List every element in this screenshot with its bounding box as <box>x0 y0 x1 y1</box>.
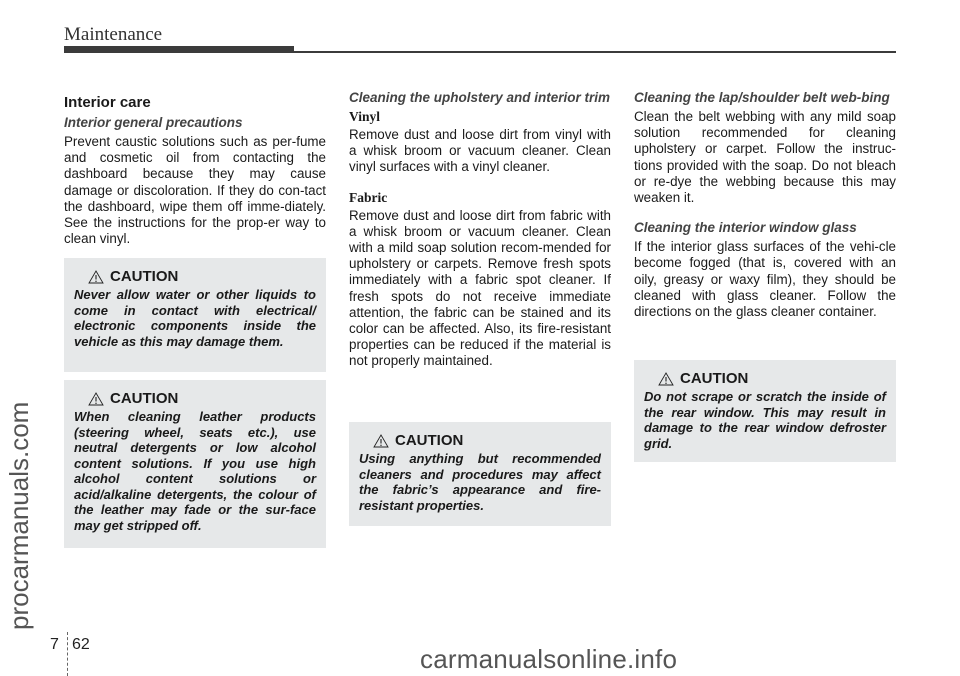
caution-title: CAUTION <box>373 432 601 449</box>
fabric-text: Remove dust and loose dirt from fabric with a whisk broom or vacuum cleaner. Clean with a mild soap solution recom-mended for upholstery or carpets. Remove fresh spots immediately with a fabric spot cleaner. If fresh spots do not receive immediate attention, the fabric can be stained and its color can be affected. Also, its fire-resistant properties can be reduced if the material is not properly maintained. <box>349 207 611 369</box>
warning-triangle-icon <box>373 434 389 448</box>
page-number-divider <box>67 632 68 676</box>
vinyl-heading: Vinyl <box>349 109 381 124</box>
page-number: 62 <box>72 636 90 653</box>
caution-text: Do not scrape or scratch the inside of the rear window. This may result in damage to the rear window defroster grid. <box>644 389 886 451</box>
column-2 <box>349 90 611 370</box>
general-precautions-text: Prevent caustic solutions such as per-fume and cosmetic oil from contacting the dashboard because they may cause damage or discoloration. If they do con-tact the dashboard, wipe them off imme-diately. See the instructions for the prop-er way to clean vinyl. <box>64 134 326 247</box>
caution-title: CAUTION <box>658 370 886 387</box>
belt-webbing-text: Clean the belt webbing with any mild soap solution recommended for cleaning upholstery or carpet. Follow the instruc-tions provided with the soap. Do not bleach or re-dye the webbing because this may weaken it. <box>634 109 896 206</box>
caution-box-leather <box>64 380 326 548</box>
column-3 <box>634 90 896 320</box>
general-precautions-subheading: Interior general precautions <box>64 115 243 130</box>
upholstery-subheading: Cleaning the upholstery and interior trim <box>349 90 611 105</box>
caution-title: CAUTION <box>88 390 316 407</box>
warning-triangle-icon <box>88 392 104 406</box>
belt-webbing-subheading: Cleaning the lap/shoulder belt web-bing <box>634 90 890 105</box>
caution-title: CAUTION <box>88 268 316 285</box>
caution-text: Never allow water or other liquids to come in contact with electrical/ electronic components inside the vehicle as this may damage them. <box>74 287 316 349</box>
header-rule <box>294 51 896 53</box>
side-watermark: procarmanuals.com <box>4 401 34 630</box>
caution-text: Using anything but recommended cleaners and procedures may affect the fabric’s appearance and fire-resistant properties. <box>359 451 601 513</box>
window-glass-text: If the interior glass surfaces of the vehi-cle become fogged (that is, covered with an oily, greasy or waxy film), they should be cleaned with glass cleaner. Follow the directions on the glass cleaner container. <box>634 239 896 320</box>
interior-care-heading: Interior care <box>64 94 151 111</box>
header-bar <box>64 46 294 53</box>
column-1 <box>64 90 326 247</box>
window-glass-subheading: Cleaning the interior window glass <box>634 220 857 236</box>
caution-box-liquids <box>64 258 326 372</box>
vinyl-text: Remove dust and loose dirt from vinyl with a whisk broom or vacuum cleaner. Clean vinyl surfaces with a vinyl cleaner. <box>349 127 611 175</box>
section-title: Maintenance <box>64 24 163 45</box>
caution-text: When cleaning leather products (steering wheel, seats etc.), use neutral detergents or low alcohol content solutions. If you use high alcohol content solutions or acid/alkaline detergents, the colour of the leather may fade or the sur-face may get stripped off. <box>74 409 316 533</box>
caution-box-cleaners <box>349 422 611 526</box>
fabric-heading: Fabric <box>349 189 388 205</box>
chapter-number: 7 <box>50 636 59 653</box>
warning-triangle-icon <box>88 270 104 284</box>
warning-triangle-icon <box>658 372 674 386</box>
bottom-watermark: carmanualsonline.info <box>420 644 678 674</box>
caution-box-rear-window <box>634 360 896 462</box>
